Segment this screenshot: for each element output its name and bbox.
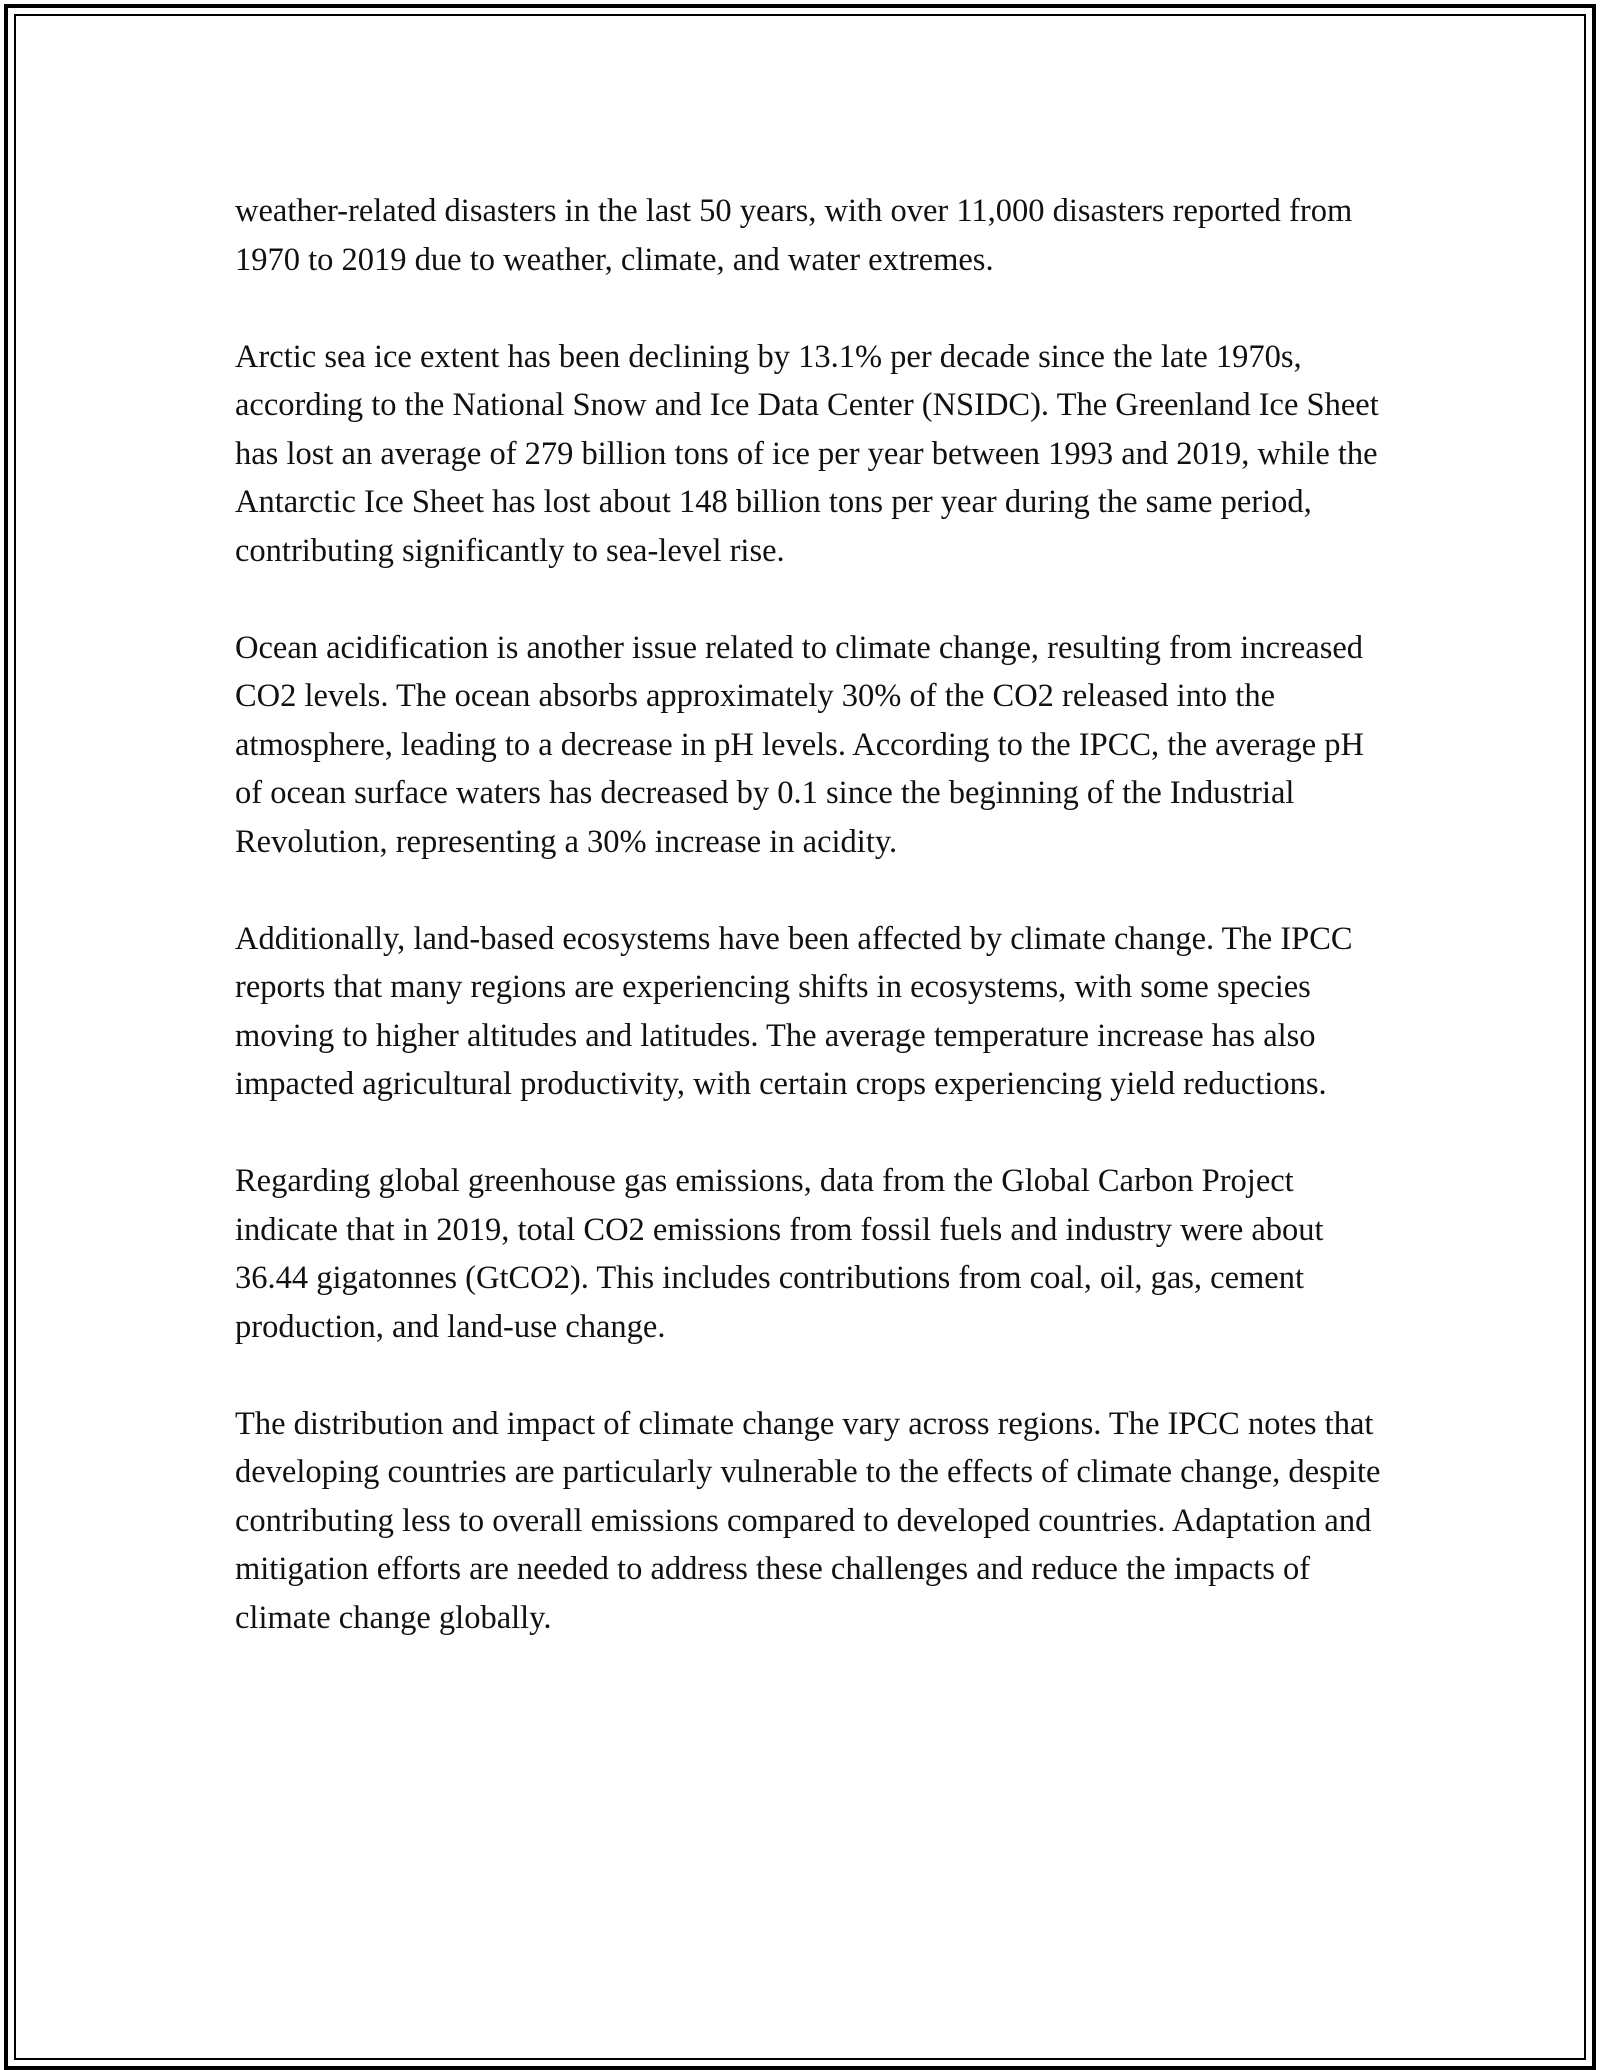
document-body xyxy=(235,187,1385,1691)
paragraph-disasters: weather-related disasters in the last 50 years, with over 11,000 disasters reported from 1970 to 2019 due to weather, climate, and water extremes. xyxy=(235,193,1353,278)
paragraph-arctic-ice: Arctic sea ice extent has been declining by 13.1% per decade since the late 1970s, according to the National Snow and Ice Data Center (NSIDC). The Greenland Ice Sheet has lost an average of 279 billion tons of ice per year between 1993 and 2019, while the Antarctic Ice Sheet has lost about 148 billion tons per year during the same period, contributing significantly to sea-level rise. xyxy=(235,338,1379,569)
paragraph-regional-impact: The distribution and impact of climate change vary across regions. The IPCC notes that developing countries are particularly vulnerable to the effects of climate change, despite contributing less to overall emissions compared to developed countries. Adaptation and mitigation efforts are needed to address these challenges and reduce the impacts of climate change globally. xyxy=(235,1405,1381,1636)
paragraph-ocean-acidification: Ocean acidification is another issue related to climate change, resulting from increased CO2 levels. The ocean absorbs approximately 30% of the CO2 released into the atmosphere, leading to a decrease in pH levels. According to the IPCC, the average pH of ocean surface waters has decreased by 0.1 since the beginning of the Industrial Revolution, representing a 30% increase in acidity. xyxy=(235,629,1365,860)
paragraph-ecosystems: Additionally, land-based ecosystems have been affected by climate change. The IPCC reports that many regions are experiencing shifts in ecosystems, with some species moving to higher altitudes and latitudes. The average temperature increase has also impacted agricultural productivity, with certain crops experiencing yield reductions. xyxy=(235,920,1353,1102)
paragraph-emissions: Regarding global greenhouse gas emissions, data from the Global Carbon Project indicate that in 2019, total CO2 emissions from fossil fuels and industry were about 36.44 gigatonnes (GtCO2). This includes contributions from coal, oil, gas, cement production, and land-use change. xyxy=(235,1163,1324,1345)
